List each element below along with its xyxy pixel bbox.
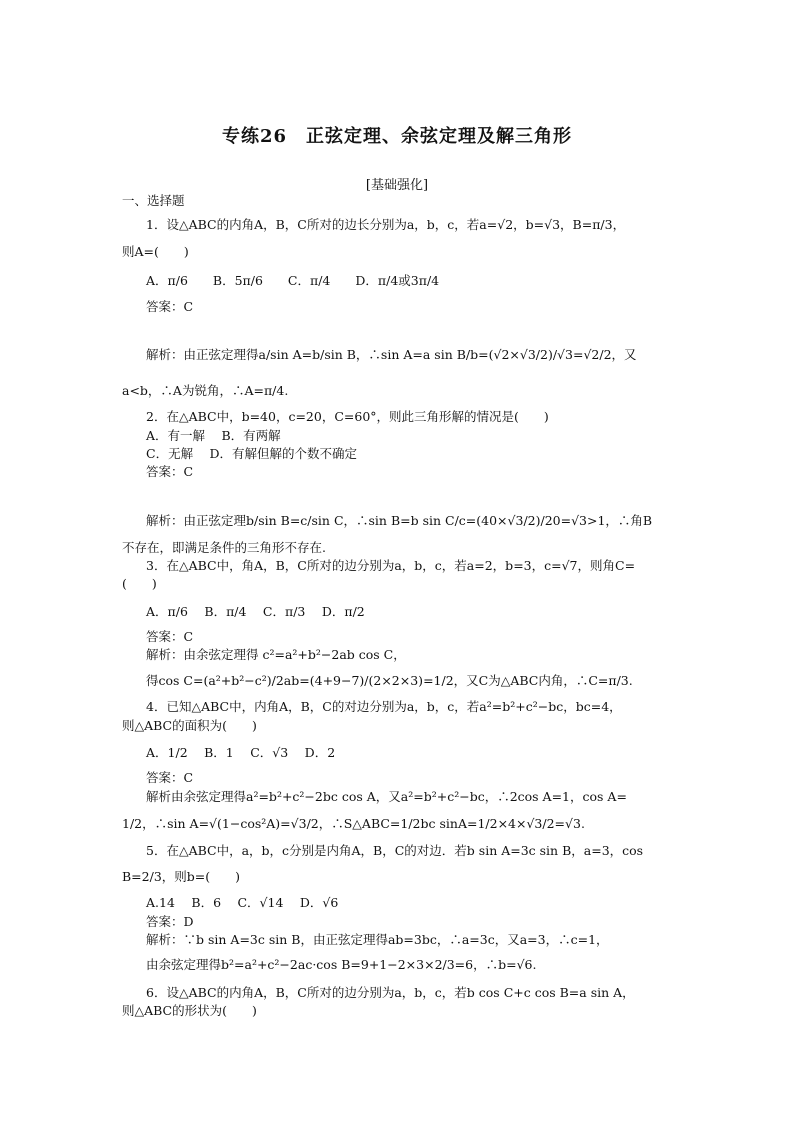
q4-analysis-1: 解析由余弦定理得a²=b²+c²−2bc cos A，又a²=b²+c²−bc，∴2cos A=1，cos A= — [146, 789, 627, 804]
q1-answer: 答案：C — [146, 299, 194, 314]
q3-options: A．π/6 B．π/4 C．π/3 D．π/2 — [146, 604, 365, 619]
q3-analysis-2: 得cos C=(a²+b²−c²)/2ab=(4+9−7)/(2×2×3)=1/2，又C为△ABC内角，∴C=π/3. — [146, 673, 633, 688]
q2-analysis-2: 不存在，即满足条件的三角形不存在. — [122, 540, 326, 555]
q5-stem: 5．在△ABC中，a，b，c分别是内角A，B，C的对边．若b sin A=3c sin B，a=3，cos — [146, 843, 644, 858]
section-subtitle: [基础强化] — [365, 178, 429, 193]
q5-analysis-2: 由余弦定理得b²=a²+c²−2ac·cos B=9+1−2×3×2/3=6，∴b=√6. — [146, 957, 537, 972]
page-title: 专练26 正弦定理、余弦定理及解三角形 — [221, 126, 573, 147]
q5-options: A.14 B．6 C．√14 D．√6 — [146, 895, 339, 910]
q2-options-ab: A．有一解 B．有两解 — [146, 428, 281, 443]
q5-answer: 答案：D — [146, 914, 194, 929]
section-heading: 一、选择题 — [122, 193, 185, 208]
q5-stem-cont: B=2/3，则b=( ) — [122, 869, 241, 884]
q1-stem-cont: 则A=( ) — [122, 244, 189, 259]
q6-stem: 6．设△ABC的内角A，B，C所对的边分别为a，b，c，若b cos C+c cos B=a sin A， — [146, 985, 635, 1000]
q2-options-cd: C．无解 D．有解但解的个数不确定 — [146, 446, 358, 461]
q4-stem-cont: 则△ABC的面积为( ) — [122, 718, 257, 733]
q3-analysis-1: 解析：由余弦定理得 c²=a²+b²−2ab cos C， — [146, 647, 406, 662]
q1-analysis-1: 解析：由正弦定理得a/sin A=b/sin B，∴sin A=a sin B/b=(√2×√3/2)/√3=√2/2，又 — [146, 347, 637, 362]
q4-answer: 答案：C — [146, 770, 194, 785]
q4-stem: 4．已知△ABC中，内角A，B，C的对边分别为a，b，c，若a²=b²+c²−bc，bc=4， — [146, 699, 622, 714]
q3-stem-cont: ( ) — [122, 576, 157, 591]
q6-stem-cont: 则△ABC的形状为( ) — [122, 1003, 257, 1018]
q1-stem: 1．设△ABC的内角A，B，C所对的边长分别为a，b，c，若a=√2，b=√3，B=π/3， — [146, 217, 626, 232]
q1-analysis-2: a<b，∴A为锐角，∴A=π/4. — [122, 383, 289, 398]
q2-answer: 答案：C — [146, 464, 194, 479]
q5-analysis-1: 解析：∵b sin A=3c sin B，由正弦定理得ab=3bc，∴a=3c，又a=3，∴c=1， — [146, 932, 609, 947]
q3-answer: 答案：C — [146, 629, 194, 644]
q4-analysis-2: 1/2，∴sin A=√(1−cos²A)=√3/2，∴S△ABC=1/2bc sinA=1/2×4×√3/2=√3. — [122, 816, 585, 831]
q2-analysis-1: 解析：由正弦定理b/sin B=c/sin C，∴sin B=b sin C/c=(40×√3/2)/20=√3>1，∴角B — [146, 513, 653, 528]
q3-stem: 3．在△ABC中，角A，B，C所对的边分别为a，b，c，若a=2，b=3，c=√7，则角C= — [146, 558, 636, 573]
q4-options: A．1/2 B．1 C．√3 D．2 — [146, 745, 336, 760]
q2-stem: 2．在△ABC中，b=40，c=20，C=60°，则此三角形解的情况是( ) — [146, 409, 549, 424]
q1-options: A．π/6 B．5π/6 C．π/4 D．π/4或3π/4 — [146, 273, 440, 288]
